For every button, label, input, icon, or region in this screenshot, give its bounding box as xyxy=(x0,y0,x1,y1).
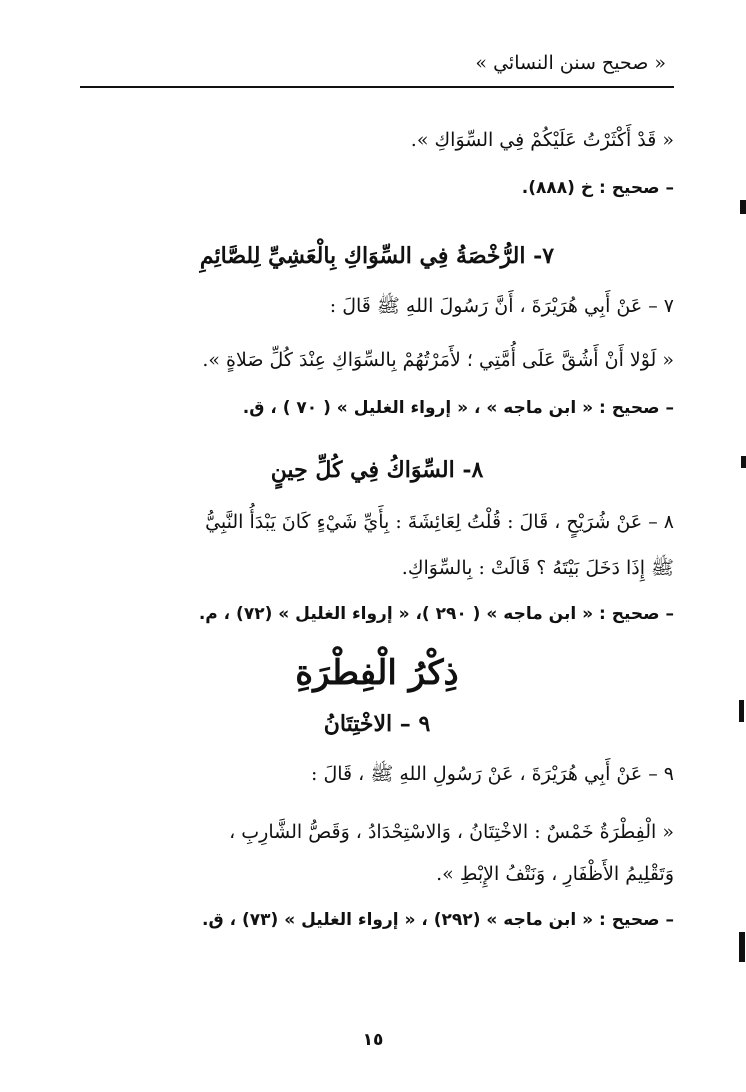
scan-edge-mark xyxy=(739,932,745,962)
header-divider xyxy=(80,86,674,88)
chapter-heading-9: ٩ – الاخْتِتَانُ xyxy=(323,711,431,737)
quote-1: « قَدْ أَكْثَرْتُ عَلَيْكُمْ فِي السِّوَاكِ ». xyxy=(410,129,674,151)
chapter-heading-7: ٧- الرُّخْصَةُ فِي السِّوَاكِ بِالْعَشِيِّ لِلصَّائِمِ xyxy=(199,243,555,269)
hadith-8-line-2: ﷺ إِذَا دَخَلَ بَيْتَهُ ؟ قَالَتْ : بِالسِّوَاكِ. xyxy=(401,557,674,579)
grade-7: – صحيح : « ابن ماجه » ، « إرواء الغليل » ( ٧٠ ) ، ق. xyxy=(242,398,674,418)
scan-edge-mark xyxy=(741,456,746,468)
grade-9: – صحيح : « ابن ماجه » (٢٩٢) ، « إرواء الغليل » (٧٣) ، ق. xyxy=(202,910,674,930)
grade-1: – صحيح : خ (٨٨٨). xyxy=(521,178,674,198)
hadith-9-line-1: « الْفِطْرَةُ خَمْسٌ : الاخْتِتَانُ ، وَالاسْتِحْدَادُ ، وَقَصُّ الشَّارِبِ ، xyxy=(229,821,674,843)
hadith-7-text: « لَوْلا أَنْ أَشُقَّ عَلَى أُمَّتِي ؛ لأَمَرْتُهُمْ بِالسِّوَاكِ عِنْدَ كُلِّ صَلاةٍ ». xyxy=(202,349,674,371)
grade-8: – صحيح : « ابن ماجه » ( ٢٩٠ )، « إرواء الغليل » (٧٢) ، م. xyxy=(198,604,674,624)
chapter-heading-8: ٨- السِّوَاكُ فِي كُلِّ حِينٍ xyxy=(270,457,484,483)
hadith-9-line-2: وَتَقْلِيمُ الأَظْفَارِ ، وَنَتْفُ الإِبْطِ ». xyxy=(436,863,674,885)
hadith-9-intro: ٩ – عَنْ أَبِي هُرَيْرَةَ ، عَنْ رَسُولِ اللهِ ﷺ ، قَالَ : xyxy=(311,763,674,785)
running-header-title: « صحيح سنن النسائي » xyxy=(475,52,666,74)
scan-edge-mark xyxy=(740,200,746,214)
hadith-8-line-1: ٨ – عَنْ شُرَيْحٍ ، قَالَ : قُلْتُ لِعَائِشَةَ : بِأَيِّ شَيْءٍ كَانَ يَبْدَأُ النَّبِيُّ xyxy=(205,511,674,533)
major-section-heading: ذِكْرُ الْفِطْرَةِ xyxy=(295,653,459,693)
hadith-7-intro: ٧ – عَنْ أَبِي هُرَيْرَةَ ، أَنَّ رَسُولَ اللهِ ﷺ قَالَ : xyxy=(329,295,674,317)
scan-edge-mark xyxy=(739,700,744,722)
page-number: ١٥ xyxy=(362,1030,384,1050)
